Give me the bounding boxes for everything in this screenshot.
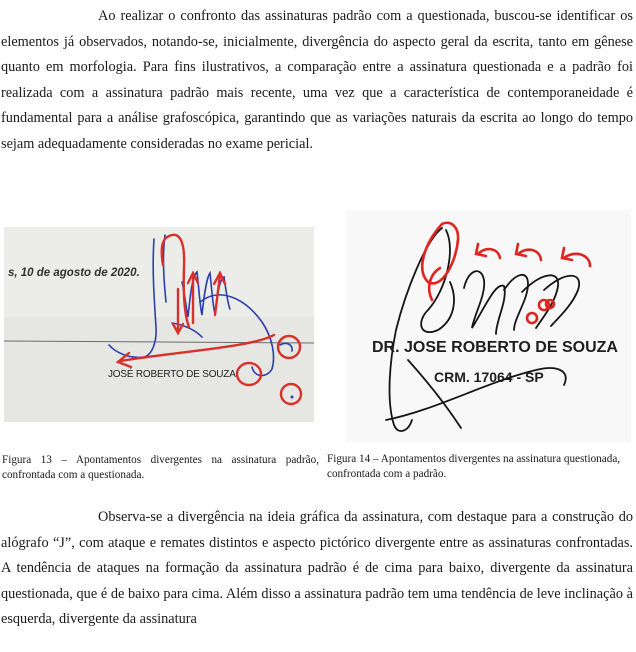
figure-13-image: [4, 227, 314, 422]
paragraph-2: Observa-se a divergência na ideia gráfica da assinatura, com destaque para a construção do alógrafo “J”, com ataque e remates distintos e aspecto pictórico divergente entre as assinaturas confrontadas. A tendência de ataques na formação da assinatura padrão é de cima para baixo, divergente da assinatura questionada, que é de baixo para cima. Além disso a assinatura padrão tem uma tendência de leve inclinação à esquerda, divergente da assinatura: [1, 509, 633, 628]
paragraph-1: Ao realizar o confronto das assinaturas padrão com a questionada, buscou-se identificar os elementos já observados, notando-se, inicialmente, divergência do aspecto geral da escrita, tanto em gênese quanto em morfologia. Para fins ilustrativos, a comparação entre a assinatura questionada e a padrão foi realizada com a assinatura padrão mais recente, uma vez que a característica de contemporaneidade é fundamental para a análise grafoscópica, garantindo que as variações naturais da escrita ao longo do tempo sejam adequadamente consideradas no exame pericial.: [1, 8, 633, 152]
stamp-name: DR. JOSE ROBERTO DE SOUZA: [372, 339, 618, 356]
figure-14-image: [346, 210, 631, 442]
standard-signature-drawing: [4, 227, 314, 422]
figure-13-caption: Figura 13 – Apontamentos divergentes na assinatura padrão, confrontada com a questionada.: [2, 454, 319, 481]
figure-14-caption: Figura 14 – Apontamentos divergentes na assinatura questionada, confrontada com a padrão.: [327, 453, 621, 480]
stamp-crm: CRM. 17064 - SP: [434, 369, 544, 385]
printed-name: JOSÉ ROBERTO DE SOUZA: [108, 369, 236, 380]
questioned-signature-drawing: [346, 210, 631, 442]
date-text: s, 10 de agosto de 2020.: [8, 267, 140, 279]
